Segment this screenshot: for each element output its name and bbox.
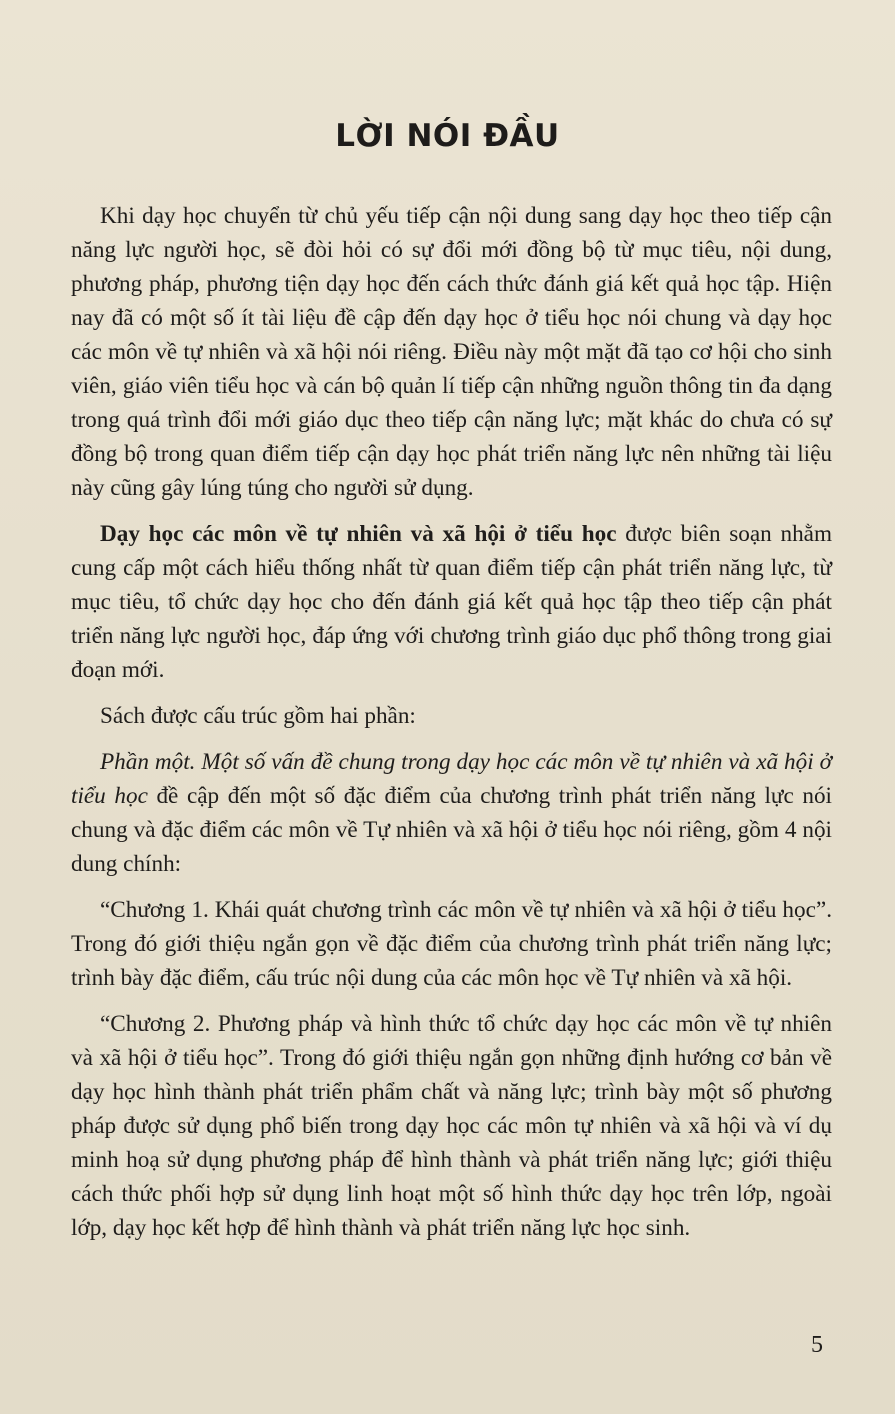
paragraph-book-purpose <box>71 517 832 687</box>
paragraph-chapter-1-text: “Chương 1. Khái quát chương trình các môn về tự nhiên và xã hội ở tiểu học”. Trong đó giới thiệu ngắn gọn về đặc điểm của chương trình phát triển năng lực; trình bày đặc điểm, cấu trúc nội dung của các môn học về Tự nhiên và xã hội. <box>71 897 832 991</box>
preface-body <box>71 199 832 1245</box>
part-one-title: Phần một. Một số vấn đề chung trong dạy học các môn về tự nhiên và xã hội ở tiểu học <box>71 749 832 809</box>
page-number: 5 <box>811 1332 823 1358</box>
book-title-lead: Dạy học các môn về tự nhiên và xã hội ở tiểu học <box>100 521 617 547</box>
paragraph-structure-text: Sách được cấu trúc gồm hai phần: <box>100 703 416 729</box>
paragraph-intro-text: Khi dạy học chuyển từ chủ yếu tiếp cận nội dung sang dạy học theo tiếp cận năng lực người học, sẽ đòi hỏi có sự đổi mới đồng bộ từ mục tiêu, nội dung, phương pháp, phương tiện dạy học đến cách thức đánh giá kết quả học tập. Hiện nay đã có một số ít tài liệu đề cập đến dạy học ở tiểu học nói chung và dạy học các môn về tự nhiên và xã hội nói riêng. Điều này một mặt đã tạo cơ hội cho sinh viên, giáo viên tiểu học và cán bộ quản lí tiếp cận những nguồn thông tin đa dạng trong quá trình đổi mới giáo dục theo tiếp cận năng lực; mặt khác do chưa có sự đồng bộ trong quan điểm tiếp cận dạy học phát triển năng lực nên những tài liệu này cũng gây lúng túng cho người sử dụng. <box>71 203 832 501</box>
paragraph-intro <box>71 199 832 505</box>
paragraph-chapter-2 <box>71 1007 832 1245</box>
paragraph-book-purpose-text: được biên soạn nhằm cung cấp một cách hiểu thống nhất từ quan điểm tiếp cận phát triển năng lực, từ mục tiêu, tổ chức dạy học cho đến đánh giá kết quả học tập theo tiếp cận phát triển năng lực người học, đáp ứng với chương trình giáo dục phổ thông trong giai đoạn mới. <box>71 521 832 683</box>
paragraph-structure <box>71 699 832 733</box>
paragraph-chapter-1 <box>71 893 832 995</box>
paragraph-chapter-2-text: “Chương 2. Phương pháp và hình thức tổ chức dạy học các môn về tự nhiên và xã hội ở tiểu học”. Trong đó giới thiệu ngắn gọn những định hướng cơ bản về dạy học hình thành phát triển phẩm chất và năng lực; trình bày một số phương pháp được sử dụng phổ biến trong dạy học các môn tự nhiên và xã hội và ví dụ minh hoạ sử dụng phương pháp để hình thành và phát triển năng lực; giới thiệu cách thức phối hợp sử dụng linh hoạt một số hình thức dạy học trên lớp, ngoài lớp, dạy học kết hợp để hình thành và phát triển năng lực học sinh. <box>71 1011 832 1241</box>
page-title: LỜI NÓI ĐẦU <box>335 118 560 154</box>
paragraph-part-one <box>71 745 832 881</box>
paragraph-part-one-text: đề cập đến một số đặc điểm của chương trình phát triển năng lực nói chung và đặc điểm các môn về Tự nhiên và xã hội ở tiểu học nói riêng, gồm 4 nội dung chính: <box>71 783 833 877</box>
